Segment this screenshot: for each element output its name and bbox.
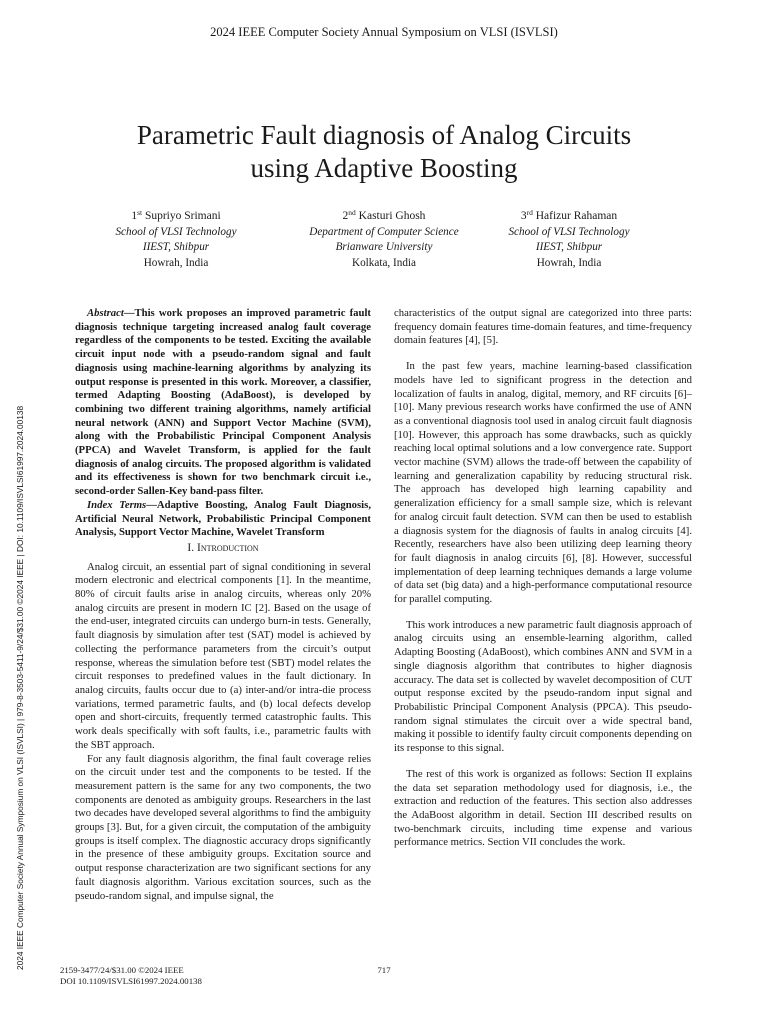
right-paragraph-2: In the past few years, machine learning-based classification models have led to significant progress in the detection and localization of faults in analog, digital, memory, and RF circuits [6]–[10]. Many previous research works have confirmed the use of ANN as a conventional diagnosis tool used in analog circuit fault diagnosis [10]. However, this approach has some drawbacks, such as quickly reaching local optimal solutions and a low convergence rate. Support vector machine (SVM) allows the trade-off between the capability of learning and generalization capability by reducing structural risk. The approach has developed high learning capability and generalization efficiency for a small sample size, which is relevant for analog circuit fault detection. SVM can then be used to establish a diagnosis system for the diagnosis of faults in analog circuits [4]. Recently, researchers have also been utilizing deep learning theory for fault diagnosis in analog circuits [6], [8]. However, successful implementation of deep learning techniques demands a large volume of data set (big data) and a high-performance computational resource for parallel computing. [394,360,692,606]
right-column [394,307,692,850]
author-2-location: Kolkata, India [352,256,416,269]
author-3-dept: School of VLSI Technology [508,225,630,238]
footer-doi: DOI 10.1109/ISVLSI61997.2024.00138 [60,976,202,986]
paper-title [0,119,768,185]
index-terms-label: Index Terms [87,498,147,511]
author-1-sup: st [137,208,143,217]
author-2 [284,205,484,271]
author-1 [76,205,276,271]
author-3-inst: IIEST, Shibpur [535,241,603,253]
intro-paragraph-2: For any fault diagnosis algorithm, the final fault coverage relies on the circuit under test and the components to be tested. If the measurement pattern is the same for any two components, the two components are denoted as ambiguity groups. Researchers in the last two decades have developed several algorithms to find the ambiguity groups [3]. But, for a given circuit, the computation of the ambiguity groups is itself complex. The diagnostic accuracy drops significantly in the presence of these ambiguity groups. Excitation source and output response characterization are two significant sections for any fault diagnosis algorithm. Various excitation sources, such as the pseudo-random signal, and impulse signal, the [75,752,371,902]
abstract [75,307,371,499]
section-number: I. [187,541,195,554]
section-heading-introduction [75,542,371,556]
author-1-inst: IIEST, Shibpur [142,241,210,253]
author-1-location: Howrah, India [143,256,209,269]
author-2-inst: Brianware University [335,241,433,253]
author-1-dept: School of VLSI Technology [115,225,237,238]
title-line-1: Parametric Fault diagnosis of Analog Circuits [136,120,632,150]
side-identifier: 2024 IEEE Computer Society Annual Symposium on VLSI (ISVLSI) | 979-8-3503-5411-9/24/$31.00 ©2024 IEEE | DOI: 10.1109/ISVLSI61997.2024.00138 [15,405,25,970]
author-1-ordinal: 1 [131,210,138,222]
conference-header: 2024 IEEE Computer Society Annual Symposium on VLSI (ISVLSI) [210,25,558,39]
author-3-ordinal: 3 [520,210,527,222]
right-paragraph-3: This work introduces a new parametric fault diagnosis approach of analog circuits using an ensemble-learning algorithm, called Adapting Boosting (AdaBoost), which combines ANN and SVM in a single diagnosis algorithm that contributes to higher diagnosis accuracy. The data set is collected by wavelet decomposition of CUT output response excited by the pseudo-random input signal and Probabilistic Principal Component Analysis (PPCA). This pseudo-random signal stimulates the circuit over a wide spectral band, making it possible to identify faulty circuit components depending on its response to this signal. [394,618,692,755]
author-3-name: Hafizur Rahaman [535,210,618,222]
page-number: 717 [377,965,391,975]
author-1-name: Supriyo Srimani [144,210,221,222]
index-terms [75,499,371,540]
footer-issn-price: 2159-3477/24/$31.00 ©2024 IEEE [60,965,184,975]
index-terms-text: —Adaptive Boosting, Analog Fault Diagnosis, Artificial Neural Network, Probabilistic Principal Component Analysis, Support Vector Machine, Wavelet Transform [75,498,371,539]
author-3-location: Howrah, India [536,256,602,269]
author-2-name: Kasturi Ghosh [358,210,426,222]
right-paragraph-1: characteristics of the output signal are categorized into three parts: frequency domain features time-domain features, and time-frequency domain features [4], [5]. [394,307,692,347]
left-column [75,307,371,903]
author-3 [469,205,669,271]
abstract-text: —This work proposes an improved parametric fault diagnosis technique targeting increased analog fault coverage regardless of the components to be tested. Exciting the available circuit input node with a pseudo-random signal and fault diagnosis using machine-learning algorithms by analyzing its output response is presented in this work. Moreover, a classifier, termed Adapting Boosting (AdaBoost), is developed by combining two different training algorithms, namely artificial neural network (ANN) and Support Vector Machine (SVM), along with the Probabilistic Principal Component Analysis (PPCA) and Wavelet Transform, is applied for the fault diagnosis of analog circuits. The proposed algorithm is validated and its effectiveness is shown for two benchmark circuit i.e., second-order Sallen-Key band-pass filter. [75,307,371,498]
abstract-label: Abstract [87,307,124,319]
right-paragraph-4: The rest of this work is organized as follows: Section II explains the data set separation methodology used for diagnosis, i.e., the extraction and reduction of the features. This section also addresses the AdaBoost algorithm in detail. Section III described results on two-benchmark circuits, including time expense and various performance metrics. Section VII concludes the work. [394,767,692,849]
title-line-2: using Adaptive Boosting [250,153,518,183]
author-2-dept: Department of Computer Science [309,225,459,238]
author-2-sup: nd [348,208,356,217]
author-2-ordinal: 2 [342,210,349,222]
section-title: Introduction [196,541,259,554]
intro-paragraph-1: Analog circuit, an essential part of signal conditioning in several modern electronic and electrical components [1]. In the meantime, 80% of circuit faults arise in analog circuits, whereas only 20% analog circuits are present in modern IC [2]. Based on the usage of the end-user, integrated circuits can undergo burn-in tests. Generally, fault diagnosis by simulation after test (SAT) model is achieved by collecting the performance parameters from the circuit’s output response, whereas the simulation before test (SBT) model relates the circuit responses to predefined values in the fault dictionary. In analog circuits, faults occur due to (a) inter-and/or intra-die process variations, termed parametric faults, and (b) local defects develop open and short-circuits, frequently termed catastrophic faults. This work deals specifically with soft faults, i.e., parametric faults with the SBT approach. [75,560,371,751]
author-3-sup: rd [526,208,533,217]
